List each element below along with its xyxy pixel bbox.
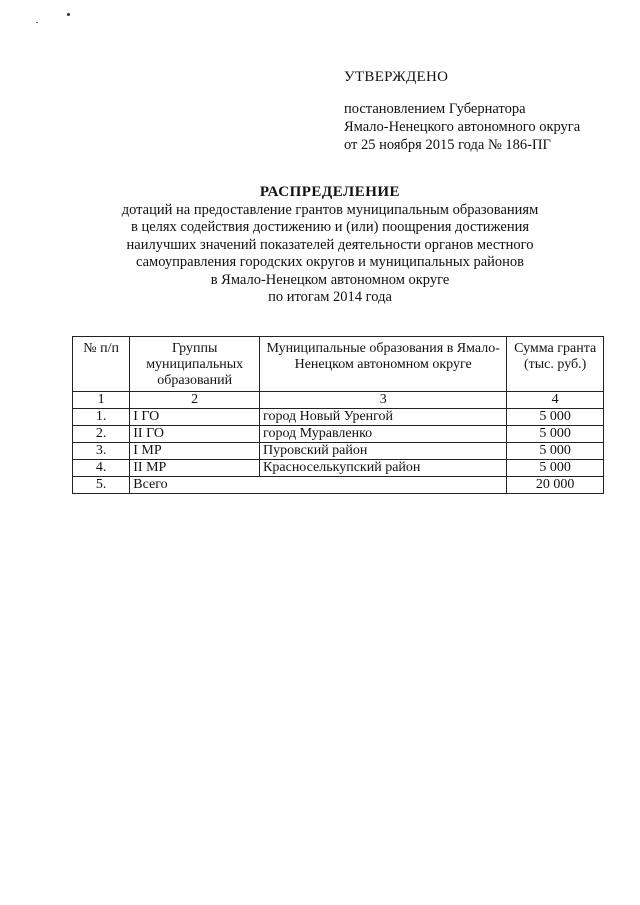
header-municipality: Муниципальные образования в Ямало-Ненецком автономном округе (260, 337, 507, 392)
table-total-row (73, 477, 604, 494)
row-group: I МР (130, 443, 260, 460)
document-subtitle-line: в целях содействия достижению и (или) поощрения достижения (130, 219, 530, 235)
approval-line: постановлением Губернатора (344, 101, 526, 117)
row-municipality: город Новый Уренгой (260, 409, 507, 426)
header-amount: Сумма гранта (тыс. руб.) (507, 337, 604, 392)
approval-line: от 25 ноября 2015 года № 186-ПГ (344, 137, 551, 153)
document-subtitle-line: в Ямало-Ненецком автономном округе (210, 271, 450, 288)
row-number: 4. (73, 460, 130, 477)
row-amount: 5 000 (507, 426, 604, 443)
total-amount: 20 000 (507, 477, 604, 494)
row-group: II ГО (130, 426, 260, 443)
scan-speck (67, 13, 70, 16)
header-number: № п/п (73, 337, 130, 392)
scan-speck (36, 22, 38, 23)
row-municipality: Красноселькупский район (260, 460, 507, 477)
row-number: 1. (73, 409, 130, 426)
row-municipality: город Муравленко (260, 426, 507, 443)
table-row (73, 460, 604, 477)
table-row (73, 426, 604, 443)
row-amount: 5 000 (507, 409, 604, 426)
row-amount: 5 000 (507, 460, 604, 477)
header-group: Группы муниципальных образований (130, 337, 260, 392)
column-number: 3 (260, 392, 507, 409)
grants-table (72, 336, 604, 494)
total-label: Всего (130, 477, 507, 494)
row-number: 2. (73, 426, 130, 443)
table-row (73, 443, 604, 460)
row-group: I ГО (130, 409, 260, 426)
total-number: 5. (73, 477, 130, 494)
table-row (73, 409, 604, 426)
column-number: 2 (130, 392, 260, 409)
document-subtitle-line: наилучших значений показателей деятельности органов местного (126, 236, 534, 253)
document-subtitle-line: дотаций на предоставление грантов муниципальным образованиям (121, 201, 539, 218)
document-subtitle-line: по итогам 2014 года (268, 289, 392, 305)
row-number: 3. (73, 443, 130, 460)
approval-line: Ямало-Ненецкого автономного округа (344, 119, 581, 135)
table-header-row (73, 337, 604, 392)
document-subtitle-line: самоуправления городских округов и муниципальных районов (135, 254, 525, 270)
document-title: РАСПРЕДЕЛЕНИЕ (259, 184, 401, 200)
column-number: 1 (73, 392, 130, 409)
approval-block (344, 68, 634, 154)
row-group: II МР (130, 460, 260, 477)
column-number: 4 (507, 392, 604, 409)
column-number-row (73, 392, 604, 409)
approval-heading: УТВЕРЖДЕНО (344, 69, 449, 85)
row-municipality: Пуровский район (260, 443, 507, 460)
document-title-block (60, 184, 600, 307)
row-amount: 5 000 (507, 443, 604, 460)
